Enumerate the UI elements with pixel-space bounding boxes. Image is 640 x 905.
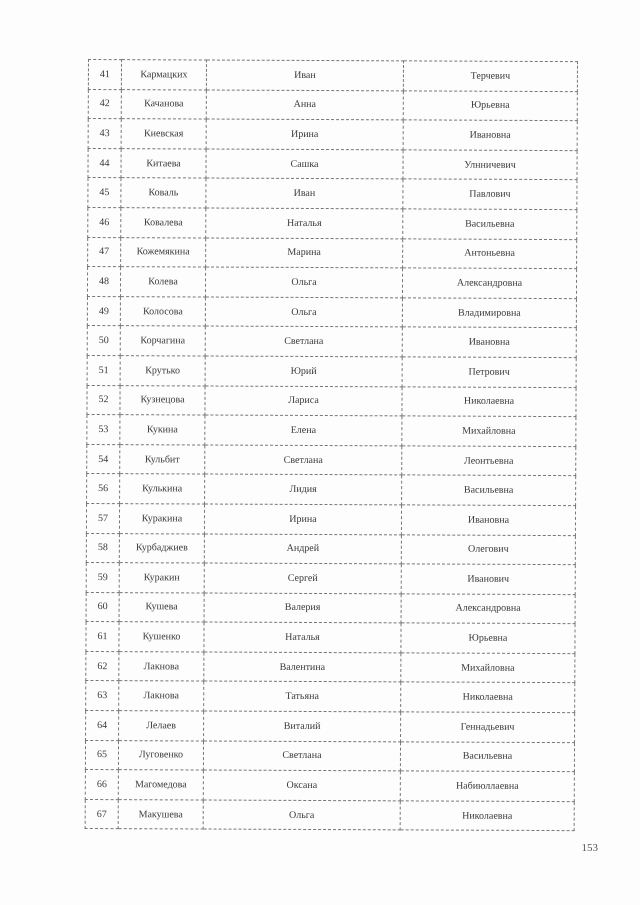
row-number-cell: 45 <box>88 178 121 208</box>
row-number-cell: 65 <box>85 740 118 770</box>
first-name-cell: Ирина <box>204 504 401 534</box>
row-number-cell: 56 <box>87 474 120 504</box>
table-row <box>86 711 575 743</box>
table-row <box>87 444 576 476</box>
first-name-cell: Андрей <box>204 534 401 564</box>
patronymic-cell: Владимировна <box>402 298 576 328</box>
table-row <box>86 533 575 565</box>
patronymic-cell: Ивановна <box>403 120 577 150</box>
last-name-cell: Куракина <box>119 504 204 534</box>
last-name-cell: Кукина <box>120 415 205 445</box>
row-number-cell: 49 <box>87 296 120 326</box>
patronymic-cell: Олегович <box>401 534 575 564</box>
last-name-cell: Кузнецова <box>120 385 205 415</box>
patronymic-cell: Леонтьевна <box>402 446 576 476</box>
last-name-cell: Кушенко <box>119 622 204 652</box>
patronymic-cell: Антоньевна <box>403 238 577 268</box>
table-row <box>88 207 577 239</box>
last-name-cell: Киевская <box>121 119 206 149</box>
last-name-cell: Колева <box>120 267 205 297</box>
last-name-cell: Кожемякина <box>121 237 206 267</box>
first-name-cell: Лидия <box>205 474 402 504</box>
last-name-cell: Китаева <box>121 148 206 178</box>
table-row <box>88 89 577 121</box>
last-name-cell: Магомедова <box>118 770 203 800</box>
patronymic-cell: Александровна <box>402 268 576 298</box>
row-number-cell: 51 <box>87 355 120 385</box>
row-number-cell: 57 <box>86 503 119 533</box>
patronymic-cell: Васильевна <box>403 209 577 239</box>
table-row <box>86 503 575 535</box>
last-name-cell: Луговенко <box>118 740 203 770</box>
patronymic-cell: Михайловна <box>402 416 576 446</box>
first-name-cell: Светлана <box>205 445 402 475</box>
first-name-cell: Виталий <box>204 711 401 741</box>
last-name-cell: Качанова <box>121 89 206 119</box>
table-row <box>87 415 576 447</box>
first-name-cell: Елена <box>205 415 402 445</box>
last-name-cell: Куракин <box>119 563 204 593</box>
row-number-cell: 66 <box>85 770 118 800</box>
row-number-cell: 64 <box>86 711 119 741</box>
table-row <box>86 592 575 624</box>
row-number-cell: 58 <box>86 533 119 563</box>
row-number-cell: 60 <box>86 592 119 622</box>
last-name-cell: Кушева <box>119 592 204 622</box>
first-name-cell: Лариса <box>205 386 402 416</box>
patronymic-cell: Юрьевна <box>403 90 577 120</box>
last-name-cell: Кулькина <box>120 474 205 504</box>
patronymic-cell: Иванович <box>401 564 575 594</box>
patronymic-cell: Юрьевна <box>401 623 575 653</box>
row-number-cell: 62 <box>86 651 119 681</box>
first-name-cell: Иван <box>206 60 403 90</box>
patronymic-cell: Александровна <box>401 594 575 624</box>
table-row <box>88 237 577 269</box>
patronymic-cell: Ивановна <box>401 505 575 535</box>
table-row <box>85 799 574 831</box>
first-name-cell: Оксана <box>203 770 400 800</box>
roster-table-body <box>85 60 577 832</box>
first-name-cell: Юрий <box>205 356 402 386</box>
patronymic-cell: Геннадьевич <box>401 712 575 742</box>
table-row <box>87 296 576 328</box>
last-name-cell: Лакнова <box>119 681 204 711</box>
row-number-cell: 52 <box>87 385 120 415</box>
page-number: 153 <box>581 842 598 854</box>
row-number-cell: 48 <box>87 267 120 297</box>
row-number-cell: 59 <box>86 563 119 593</box>
table-row <box>86 681 575 713</box>
table-row <box>85 740 574 772</box>
table-row <box>87 474 576 506</box>
first-name-cell: Марина <box>206 238 403 268</box>
first-name-cell: Ирина <box>206 119 403 149</box>
row-number-cell: 63 <box>86 681 119 711</box>
table-row <box>88 60 577 92</box>
table-row <box>86 651 575 683</box>
last-name-cell: Корчагина <box>120 326 205 356</box>
first-name-cell: Валерия <box>204 593 401 623</box>
row-number-cell: 54 <box>87 444 120 474</box>
first-name-cell: Светлана <box>203 741 400 771</box>
row-number-cell: 43 <box>88 119 121 149</box>
table-row <box>86 622 575 654</box>
first-name-cell: Татьяна <box>204 681 401 711</box>
patronymic-cell: Михайловна <box>401 653 575 683</box>
patronymic-cell: Николаевна <box>402 386 576 416</box>
first-name-cell: Ольга <box>205 267 402 297</box>
patronymic-cell: Набиюллаевна <box>400 771 574 801</box>
row-number-cell: 46 <box>88 207 121 237</box>
patronymic-cell: Васильевна <box>400 742 574 772</box>
first-name-cell: Наталья <box>204 622 401 652</box>
last-name-cell: Курбаджиев <box>119 533 204 563</box>
first-name-cell: Валентина <box>204 652 401 682</box>
row-number-cell: 47 <box>88 237 121 267</box>
row-number-cell: 41 <box>88 60 121 90</box>
first-name-cell: Наталья <box>206 208 403 238</box>
patronymic-cell: Николаевна <box>400 801 574 831</box>
table-row <box>85 770 574 802</box>
last-name-cell: Лелаев <box>119 711 204 741</box>
patronymic-cell: Васильевна <box>402 475 576 505</box>
row-number-cell: 53 <box>87 415 120 445</box>
table-row <box>86 563 575 595</box>
first-name-cell: Ольга <box>203 800 400 830</box>
last-name-cell: Ковалева <box>121 208 206 238</box>
row-number-cell: 50 <box>87 326 120 356</box>
patronymic-cell: Ивановна <box>402 327 576 357</box>
last-name-cell: Кармацких <box>121 60 206 90</box>
last-name-cell: Колосова <box>120 296 205 326</box>
table-row <box>87 267 576 299</box>
last-name-cell: Кульбит <box>120 444 205 474</box>
patronymic-cell: Петрович <box>402 357 576 387</box>
first-name-cell: Ольга <box>205 297 402 327</box>
row-number-cell: 44 <box>88 148 121 178</box>
first-name-cell: Сашка <box>206 149 403 179</box>
last-name-cell: Лакнова <box>119 652 204 682</box>
table-row <box>88 148 577 180</box>
first-name-cell: Анна <box>206 90 403 120</box>
table-row <box>87 355 576 387</box>
patronymic-cell: Терчевич <box>403 61 577 91</box>
row-number-cell: 67 <box>85 799 118 829</box>
last-name-cell: Макушева <box>118 799 203 829</box>
last-name-cell: Коваль <box>121 178 206 208</box>
table-row <box>88 119 577 151</box>
roster-table <box>85 59 578 832</box>
table-row <box>87 385 576 417</box>
last-name-cell: Крутько <box>120 356 205 386</box>
table-row <box>87 326 576 358</box>
table-row <box>88 178 577 210</box>
row-number-cell: 42 <box>88 89 121 119</box>
first-name-cell: Сергей <box>204 563 401 593</box>
patronymic-cell: Улнничевич <box>403 150 577 180</box>
first-name-cell: Иван <box>206 178 403 208</box>
first-name-cell: Светлана <box>205 326 402 356</box>
patronymic-cell: Николаевна <box>401 682 575 712</box>
row-number-cell: 61 <box>86 622 119 652</box>
patronymic-cell: Павлович <box>403 179 577 209</box>
